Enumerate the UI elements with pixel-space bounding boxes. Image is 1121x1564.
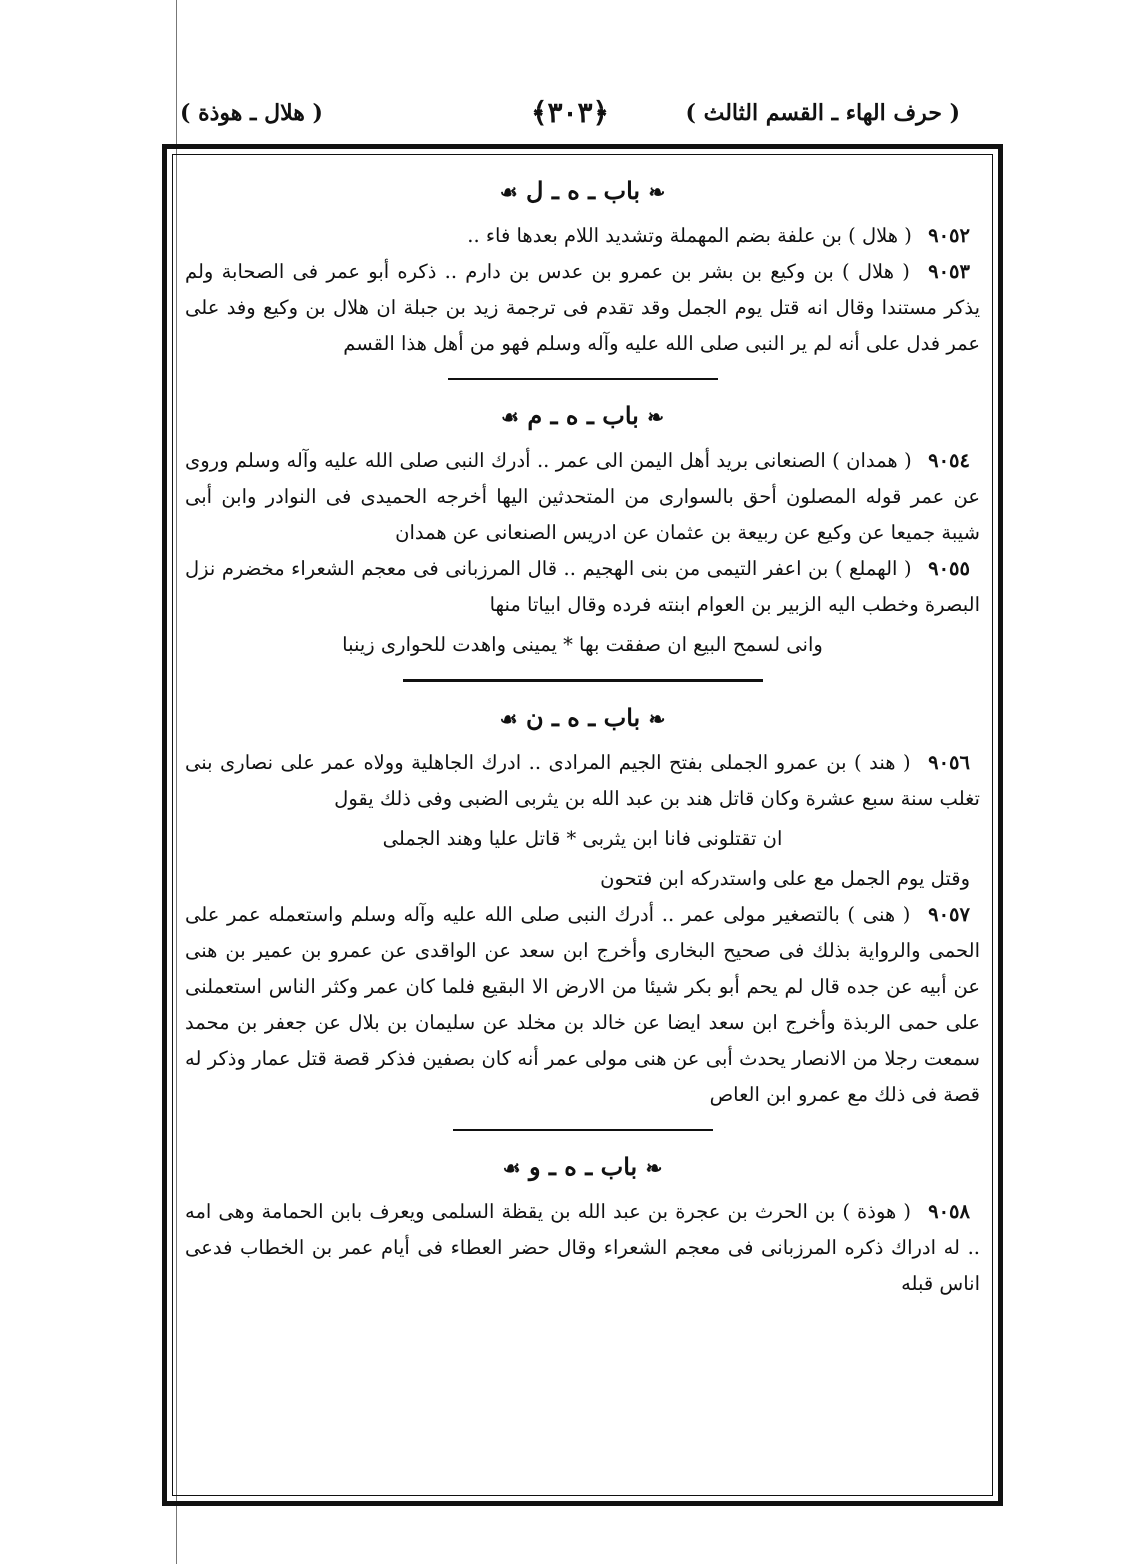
entry-number: ٩٠٥٨: [928, 1200, 970, 1223]
entry-number: ٩٠٥٣: [928, 260, 971, 283]
entry-text: ( الهملع ) بن اعفر التيمى من بنى الهجيم .. قال المرزبانى فى معجم الشعراء مخضرم نزل البصرة وخطب اليه الزبير بن العوام ابنته فرده وقال ابياتا منها: [185, 557, 980, 616]
ornament-icon: ☙: [501, 405, 519, 429]
ornament-icon: ❧: [647, 405, 664, 429]
page-body: [185, 167, 980, 1493]
entry-text: ( هوذة ) بن الحرث بن عجرة بن عبد الله بن يقظة السلمى ويعرف بابن الحمامة وهى امه .. له ادراك ذكره المرزبانى فى معجم الشعراء وقال حضر العطاء فى أيام عمر بن الخطاب فدعى اناس قبله: [185, 1200, 980, 1295]
entry-number: ٩٠٥٥: [928, 557, 970, 580]
entry-number: ٩٠٥٦: [928, 751, 970, 774]
ornament-icon: ☙: [502, 1156, 521, 1180]
entry-9052: [185, 218, 980, 254]
section-title-hw: ❧ باب ـ ه ـ و ☙: [502, 1152, 663, 1181]
entry-9055: [185, 551, 980, 623]
entry-continuation: وقتل يوم الجمل مع على واستدركه ابن فتحون: [600, 867, 970, 890]
entry-9056: [185, 745, 980, 817]
header-range: ( هلال ـ هوذة ): [180, 100, 323, 126]
ornament-icon: ❧: [648, 180, 666, 204]
header-chapter: ( حرف الهاء ـ القسم الثالث ): [685, 100, 960, 126]
section-title-hl: ❧ باب ـ ه ـ ل ☙: [499, 176, 666, 205]
page-number: ﴿٣٠٣﴾: [531, 96, 609, 129]
entry-number: ٩٠٥٧: [928, 903, 971, 926]
ornament-icon: ☙: [499, 707, 518, 731]
page-frame: [162, 144, 1003, 1506]
entry-9057: [185, 897, 980, 1113]
section-divider: [403, 679, 763, 682]
poetry-verse: ان تقتلونى فانا ابن يثربى * قاتل عليا وهند الجملى: [382, 827, 783, 850]
entry-9054: [185, 443, 980, 551]
entry-text: ( همدان ) الصنعانى بريد أهل اليمن الى عمر .. أدرك النبى صلى الله عليه وآله وسلم وروى عن عمر قوله المصلون أحق بالسوارى من المتحدثين اليها أخرجه الحميدى فى النوادر وابن أبى شيبة جميعا عن وكيع عن ربيعة بن عثمان عن ادريس الصنعانى عن همدان: [185, 449, 980, 544]
entry-text: ( هند ) بن عمرو الجملى بفتح الجيم المرادى .. ادرك الجاهلية وولاه عمر على نصارى بنى تغلب سنة سبع عشرة وكان قاتل هند بن عبد الله بن يثربى الضبى وفى ذلك يقول: [185, 751, 980, 810]
page-header: [180, 96, 960, 136]
entry-text: ( هلال ) بن وكيع بن بشر بن عمرو بن عدس بن دارم .. ذكره أبو عمر فى الصحابة ولم يذكر مستندا وقال انه قتل يوم الجمل وقد تقدم فى ترجمة زيد بن جبلة ان هلال بن وكيع وفد على عمر فدل على أنه لم ير النبى صلى الله عليه وآله وسلم فهو من أهل هذا القسم: [185, 260, 980, 355]
entry-9053: [185, 254, 980, 362]
section-title-hn: ❧ باب ـ ه ـ ن ☙: [499, 703, 666, 732]
section-title-hm: ❧ باب ـ ه ـ م ☙: [501, 401, 664, 430]
poetry-verse: وانى لسمح البيع ان صفقت بها * يمينى واهدت للحوارى زينبا: [342, 633, 823, 656]
entry-number: ٩٠٥٢: [928, 224, 970, 247]
ornament-icon: ❧: [645, 1156, 663, 1180]
entry-text: ( هلال ) بن علفة بضم المهملة وتشديد اللام بعدها فاء ..: [467, 224, 912, 247]
section-divider: [453, 1129, 713, 1131]
ornament-icon: ❧: [648, 707, 666, 731]
entry-number: ٩٠٥٤: [928, 449, 970, 472]
entry-9058: [185, 1194, 980, 1302]
ornament-icon: ☙: [499, 180, 518, 204]
section-divider: [448, 378, 718, 380]
entry-text: ( هنى ) بالتصغير مولى عمر .. أدرك النبى صلى الله عليه وآله وسلم واستعمله عمر على الحمى والرواية بذلك فى صحيح البخارى وأخرج ابن سعد عن الواقدى عن عمرو بن عمير بن هنى عن أبيه عن جده قال لم يحم أبو بكر شيئا من الارض الا البقيع فلما كان عمر وكثر الناس استعملنى على حمى الربذة وأخرج ابن سعد ايضا عن خالد بن مخلد عن سليمان بن بلال عن جعفر بن محمد سمعت رجلا من الانصار يحدث أبى عن هنى مولى عمر أنه كان بصفين فذكر قصة قتل عمار وذكر له قصة فى ذلك مع عمرو ابن العاص: [185, 903, 980, 1106]
